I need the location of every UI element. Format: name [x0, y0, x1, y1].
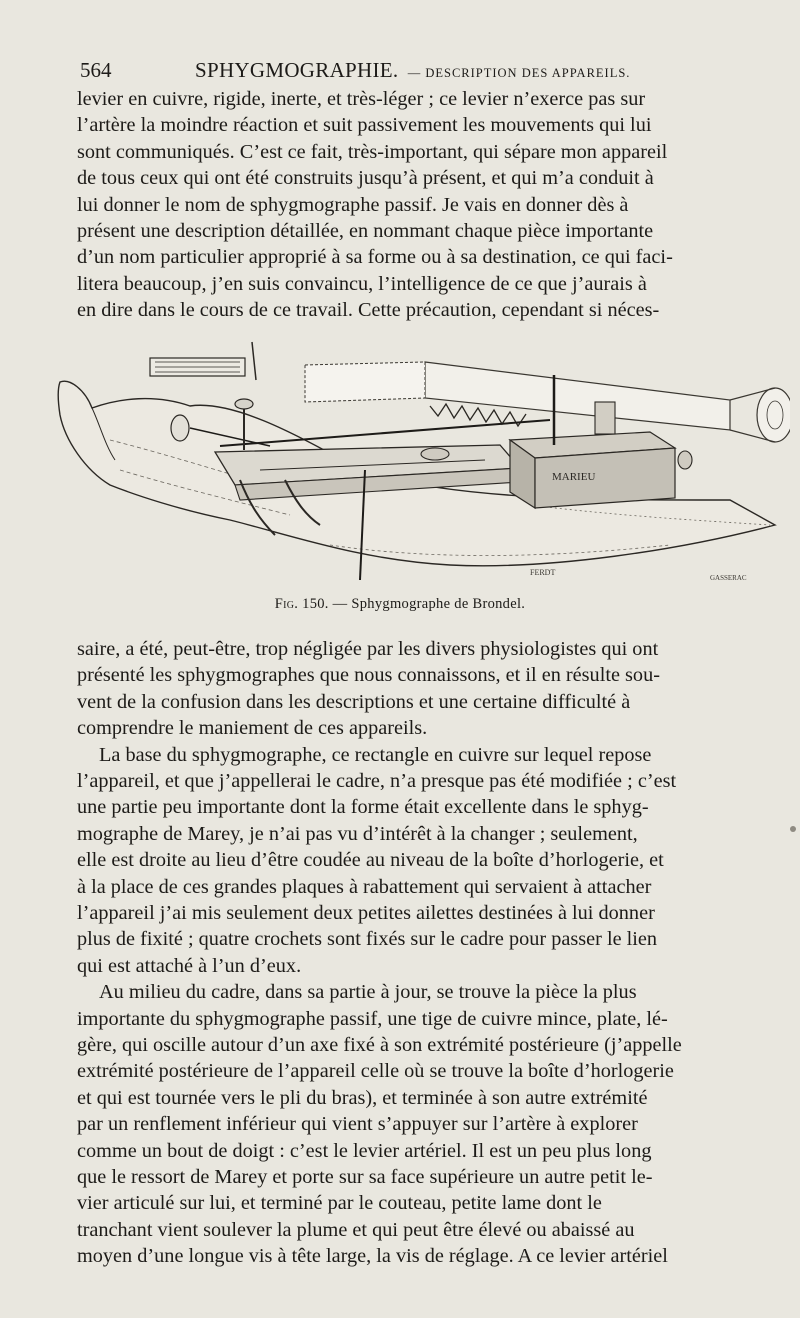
- text-line: vent de la confusion dans les descriptions et une certaine difficulté à: [77, 690, 631, 713]
- figure-sphygmograph-illustration: [30, 320, 790, 615]
- box-maker-label: MARIEU: [552, 471, 596, 483]
- text-line: lui donner le nom de sphygmographe passif. Je vais en donner dès à: [77, 193, 629, 216]
- page-speck: [790, 826, 796, 832]
- text-line: importante du sphygmographe passif, une tige de cuivre mince, plate, lé-: [77, 1007, 668, 1030]
- text-line: gère, qui oscille autour d’un axe fixé à son extrémité postérieure (j’appelle: [77, 1033, 682, 1056]
- text-line: présenté les sphygmographes que nous connaissons, et il en résulte sou-: [77, 664, 660, 687]
- text-line: moyen d’une longue vis à tête large, la vis de réglage. A ce levier artériel: [77, 1245, 668, 1268]
- text-line: comprendre le maniement de ces appareils.: [77, 717, 428, 740]
- text-line: et qui est tournée vers le pli du bras), et terminée à son autre extrémité: [77, 1086, 648, 1109]
- text-line: litera beaucoup, j’en suis convaincu, l’intelligence de ce que j’aurais à: [77, 272, 647, 295]
- text-line: d’un nom particulier approprié à sa forme ou à sa destination, ce qui faci-: [77, 246, 673, 269]
- text-line: que le ressort de Marey et porte sur sa face supérieure un autre petit le-: [77, 1165, 653, 1188]
- engraver-signature-right: GASSERAC: [710, 574, 747, 582]
- text-line: elle est droite au lieu d’être coudée au niveau de la boîte d’horlogerie, et: [77, 849, 664, 872]
- text-line: par un renflement inférieur qui vient s’appuyer sur l’artère à explorer: [77, 1113, 638, 1136]
- text-line: sont communiqués. C’est ce fait, très-important, qui sépare mon appareil: [77, 140, 668, 163]
- figure-caption: [0, 596, 800, 613]
- text-line: plus de fixité ; quatre crochets sont fixés sur le cadre pour passer le lien: [77, 928, 658, 951]
- running-title: [195, 58, 630, 83]
- text-line: vier articulé sur lui, et terminé par le couteau, petite lame dont le: [77, 1192, 602, 1215]
- text-line: l’appareil, et que j’appellerai le cadre, n’a presque pas été modifiée ; c’est: [77, 769, 677, 792]
- text-line: saire, a été, peut-être, trop négligée par les divers physiologistes qui ont: [77, 638, 659, 660]
- text-line: présent une description détaillée, en nommant chaque pièce importante: [77, 219, 654, 242]
- running-title-main: SPHYGMOGRAPHIE.: [195, 58, 399, 82]
- text-line: en dire dans le cours de ce travail. Cette précaution, cependant si néces-: [77, 299, 660, 322]
- text-line: extrémité postérieure de l’appareil celle où se trouve la boîte d’horlogerie: [77, 1060, 674, 1083]
- paragraph-4: [77, 979, 765, 1269]
- engraver-signature-left: FERDT: [530, 568, 556, 577]
- text-line: de tous ceux qui ont été construits jusqu’à présent, et qui m’a conduit à: [77, 167, 654, 190]
- text-line: à la place de ces grandes plaques à rabattement qui servaient à attacher: [77, 875, 652, 898]
- text-line: l’appareil j’ai mis seulement deux petites ailettes destinées à lui donner: [77, 901, 655, 924]
- text-line: qui est attaché à l’un d’eux.: [77, 954, 302, 977]
- paragraph-1: [77, 86, 765, 324]
- text-line: l’artère la moindre réaction et suit passivement les mouvements qui lui: [77, 114, 652, 137]
- page-header: [80, 52, 745, 86]
- text-line: comme un bout de doigt : c’est le levier artériel. Il est un peu plus long: [77, 1139, 652, 1162]
- running-title-sub: — DESCRIPTION DES APPAREILS.: [407, 66, 631, 80]
- figure-caption-number: Fig. 150.: [274, 596, 329, 612]
- paragraph-3: [77, 742, 765, 980]
- paper-strip: [305, 362, 790, 442]
- gauge-attachment: [150, 342, 256, 380]
- page-number: 564: [80, 58, 112, 82]
- text-line: une partie peu importante dont la forme était excellente dans le sphyg-: [77, 796, 649, 819]
- text-line: levier en cuivre, rigide, inerte, et très-léger ; ce levier n’exerce pas sur: [77, 88, 646, 110]
- figure-caption-text: — Sphygmographe de Brondel.: [332, 596, 526, 612]
- text-line: tranchant vient soulever la plume et qui peut être élevé ou abaissé au: [77, 1218, 635, 1241]
- text-line: mographe de Marey, je n’ai pas vu d’intérêt à la changer ; seulement,: [77, 822, 638, 845]
- text-line: Au milieu du cadre, dans sa partie à jour, se trouve la pièce la plus: [99, 981, 637, 1004]
- text-line: La base du sphygmographe, ce rectangle en cuivre sur lequel repose: [99, 743, 652, 766]
- paragraph-2: [77, 636, 765, 742]
